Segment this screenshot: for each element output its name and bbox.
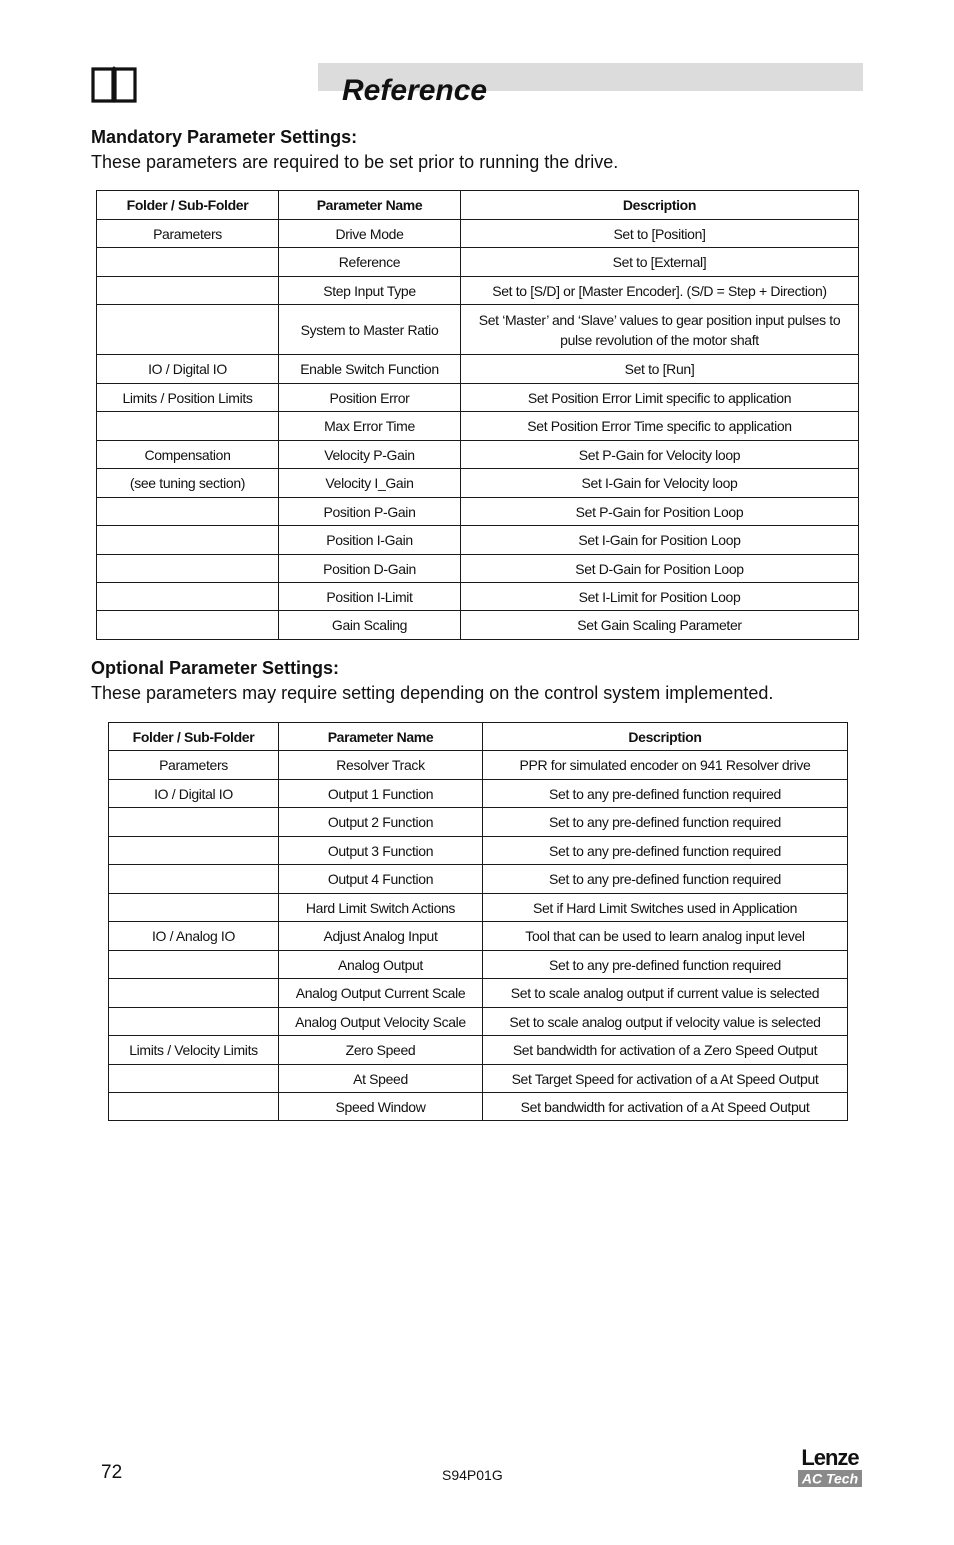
- table-header-row: [109, 723, 848, 751]
- description-cell: Set to any pre-defined function required: [483, 951, 848, 979]
- description-cell: Set to [Position]: [461, 220, 859, 248]
- table-row: [97, 220, 859, 248]
- description-cell: PPR for simulated encoder on 941 Resolver drive: [483, 751, 848, 780]
- description-cell: Set Position Error Limit specific to application: [461, 384, 859, 412]
- table-row: [109, 894, 848, 922]
- table-row: [109, 1065, 848, 1093]
- table-row: [97, 611, 859, 640]
- parameter-cell: Output 3 Function: [279, 837, 483, 865]
- column-header-description: Description: [461, 191, 859, 220]
- table-row: [97, 384, 859, 412]
- folder-cell: Limits / Position Limits: [97, 384, 279, 412]
- folder-cell: [97, 277, 279, 305]
- parameter-cell: Output 4 Function: [279, 865, 483, 894]
- description-cell: Set to any pre-defined function required: [483, 780, 848, 808]
- folder-cell: IO / Digital IO: [97, 355, 279, 384]
- parameter-cell: Velocity P-Gain: [279, 441, 461, 469]
- parameter-cell: Resolver Track: [279, 751, 483, 780]
- description-cell: Set P-Gain for Velocity loop: [461, 441, 859, 469]
- description-cell: Set Position Error Time specific to application: [461, 412, 859, 441]
- table-row: [97, 305, 859, 355]
- column-header-parameter: Parameter Name: [279, 723, 483, 751]
- folder-cell: [109, 979, 279, 1008]
- folder-cell: [109, 1093, 279, 1121]
- parameter-cell: Position P-Gain: [279, 498, 461, 526]
- book-icon: [90, 64, 138, 104]
- folder-cell: Parameters: [109, 751, 279, 780]
- parameter-cell: Step Input Type: [279, 277, 461, 305]
- mandatory-heading: Mandatory Parameter Settings:: [91, 127, 358, 147]
- description-cell: Set I-Limit for Position Loop: [461, 583, 859, 611]
- parameter-cell: Output 1 Function: [279, 780, 483, 808]
- table-row: [97, 277, 859, 305]
- folder-cell: Compensation: [97, 441, 279, 469]
- description-cell: Set Target Speed for activation of a At Speed Output: [483, 1065, 848, 1093]
- parameter-cell: Max Error Time: [279, 412, 461, 441]
- table-row: [97, 355, 859, 384]
- mandatory-parameters-table: [96, 190, 859, 640]
- folder-cell: [97, 611, 279, 640]
- description-cell: Set to any pre-defined function required: [483, 808, 848, 837]
- optional-intro: These parameters may require setting depending on the control system implemented.: [91, 683, 774, 703]
- parameter-cell: Speed Window: [279, 1093, 483, 1121]
- folder-cell: [97, 305, 279, 355]
- folder-cell: Limits / Velocity Limits: [109, 1036, 279, 1065]
- parameter-cell: Enable Switch Function: [279, 355, 461, 384]
- table-row: [109, 780, 848, 808]
- table-row: [109, 1093, 848, 1121]
- parameter-cell: Velocity I_Gain: [279, 469, 461, 498]
- description-cell: Tool that can be used to learn analog input level: [483, 922, 848, 951]
- table-row: [109, 808, 848, 837]
- folder-cell: [109, 808, 279, 837]
- table-row: [97, 583, 859, 611]
- folder-cell: [109, 837, 279, 865]
- description-cell: Set to scale analog output if velocity value is selected: [483, 1008, 848, 1036]
- parameter-cell: Position Error: [279, 384, 461, 412]
- folder-cell: [109, 894, 279, 922]
- parameter-cell: Position I-Limit: [279, 583, 461, 611]
- description-cell: Set to any pre-defined function required: [483, 837, 848, 865]
- table-row: [97, 441, 859, 469]
- parameter-cell: Drive Mode: [279, 220, 461, 248]
- column-header-description: Description: [483, 723, 848, 751]
- description-cell: Set bandwidth for activation of a At Speed Output: [483, 1093, 848, 1121]
- folder-cell: [97, 555, 279, 583]
- lenze-ac-tech-logo: [797, 1443, 863, 1489]
- folder-cell: [97, 526, 279, 555]
- folder-cell: [109, 951, 279, 979]
- document-code: S94P01G: [442, 1467, 503, 1483]
- parameter-cell: Position I-Gain: [279, 526, 461, 555]
- logo-subbrand-text: AC Tech: [801, 1470, 859, 1487]
- table-row: [97, 498, 859, 526]
- table-row: [109, 951, 848, 979]
- parameter-cell: Reference: [279, 248, 461, 277]
- mandatory-intro: These parameters are required to be set prior to running the drive.: [91, 152, 619, 172]
- table-row: [109, 837, 848, 865]
- description-cell: Set I-Gain for Position Loop: [461, 526, 859, 555]
- folder-cell: Parameters: [97, 220, 279, 248]
- folder-cell: [97, 583, 279, 611]
- folder-cell: [109, 1008, 279, 1036]
- description-cell: Set to [External]: [461, 248, 859, 277]
- table-row: [97, 248, 859, 277]
- optional-parameters-table: [108, 722, 848, 1121]
- parameter-cell: At Speed: [279, 1065, 483, 1093]
- description-cell: Set if Hard Limit Switches used in Application: [483, 894, 848, 922]
- parameter-cell: Gain Scaling: [279, 611, 461, 640]
- parameter-cell: Zero Speed: [279, 1036, 483, 1065]
- description-cell: Set to scale analog output if current value is selected: [483, 979, 848, 1008]
- folder-cell: [97, 498, 279, 526]
- parameter-cell: Analog Output Velocity Scale: [279, 1008, 483, 1036]
- parameter-cell: Analog Output Current Scale: [279, 979, 483, 1008]
- table-row: [97, 555, 859, 583]
- table-row: [97, 412, 859, 441]
- table-row: [109, 1036, 848, 1065]
- description-cell: Set bandwidth for activation of a Zero Speed Output: [483, 1036, 848, 1065]
- table-row: [109, 751, 848, 780]
- table-row: [97, 469, 859, 498]
- description-cell: Set to [S/D] or [Master Encoder]. (S/D = Step + Direction): [461, 277, 859, 305]
- column-header-parameter: Parameter Name: [279, 191, 461, 220]
- description-cell: Set ‘Master’ and ‘Slave’ values to gear position input pulses to pulse revolution of the motor shaft: [461, 305, 859, 355]
- parameter-cell: Hard Limit Switch Actions: [279, 894, 483, 922]
- parameter-cell: Adjust Analog Input: [279, 922, 483, 951]
- folder-cell: [97, 248, 279, 277]
- column-header-folder: Folder / Sub-Folder: [109, 723, 279, 751]
- table-header-row: [97, 191, 859, 220]
- table-row: [109, 1008, 848, 1036]
- folder-cell: [109, 865, 279, 894]
- folder-cell: IO / Analog IO: [109, 922, 279, 951]
- description-cell: Set I-Gain for Velocity loop: [461, 469, 859, 498]
- page-number: 72: [101, 1462, 123, 1483]
- parameter-cell: Output 2 Function: [279, 808, 483, 837]
- description-cell: Set to [Run]: [461, 355, 859, 384]
- description-cell: Set P-Gain for Position Loop: [461, 498, 859, 526]
- folder-cell: [109, 1065, 279, 1093]
- folder-cell: [97, 412, 279, 441]
- table-row: [109, 865, 848, 894]
- logo-brand-text: Lenze: [801, 1445, 859, 1470]
- folder-cell: (see tuning section): [97, 469, 279, 498]
- optional-heading: Optional Parameter Settings:: [91, 658, 340, 678]
- column-header-folder: Folder / Sub-Folder: [97, 191, 279, 220]
- table-row: [109, 922, 848, 951]
- table-row: [109, 979, 848, 1008]
- parameter-cell: System to Master Ratio: [279, 305, 461, 355]
- page-title: Reference: [342, 74, 488, 107]
- description-cell: Set D-Gain for Position Loop: [461, 555, 859, 583]
- table-row: [97, 526, 859, 555]
- description-cell: Set to any pre-defined function required: [483, 865, 848, 894]
- parameter-cell: Position D-Gain: [279, 555, 461, 583]
- folder-cell: IO / Digital IO: [109, 780, 279, 808]
- description-cell: Set Gain Scaling Parameter: [461, 611, 859, 640]
- parameter-cell: Analog Output: [279, 951, 483, 979]
